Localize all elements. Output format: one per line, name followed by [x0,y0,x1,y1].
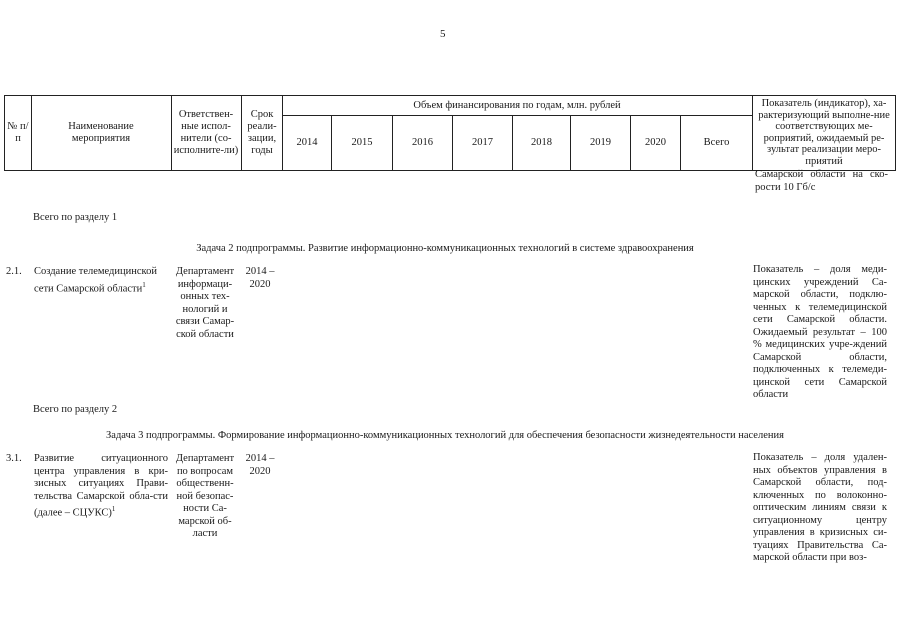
row21-indicator: Показатель – доля меди-цинских учреждений Са-марской области, подклю-ченных к телемедицинской сети Самарской области. Ожидаемый результат – 100 % медицинских учре-ждений Самарской области, подключенных к телемеди-цинской сети Самарской области [753,264,887,400]
row31-name: Развитие ситуационного центра управления в кри-зисных ситуациях Прави-тельства Самарской обла-сти (далее – СЦУКС)$^1$ [34,453,168,519]
header-funding: Объем финансирования по годам, млн. рублей [413,99,621,111]
section1-total: Всего по разделу 1 [33,212,118,223]
header-year-2015: 2015 [351,137,373,148]
task3-title: Задача 3 подпрограммы. Формирование информационно-коммуникационных технологий для обеспечения безопасности жизнедеятельности населения [106,430,784,441]
carryover-text: Самарской области на ско-рости 10 Гб/с [755,169,888,193]
header-total: Всего [703,137,730,148]
row21-executor: Департамент информаци-онных тех-нологий и связи Самар-ской области [175,266,235,340]
row31-indicator: Показатель – доля удален-ных объектов управления в Самарской области, под-ключенных по волоконно-оптическим линиям связи к ситуационному центру управления в кризисных си-туациях Правительства Са-марской области при воз- [753,452,887,563]
header-indicator: Показатель (индикатор), ха-рактеризующий выполне-ние соответствующих ме-роприятий, ожидаемый ре-зультат реализации меро-приятий [758,98,890,167]
row21-name: Создание телемедицинской сети Самарской области$^1$ [34,266,157,294]
page-number: 5 [440,28,446,40]
row31-term: 2014 – 2020 [245,453,275,477]
header-executors: Ответствен-ные испол-нители (со-исполните-ли) [173,109,239,156]
row21-num: 2.1. [6,266,22,277]
header-year-2017: 2017 [472,137,493,148]
row31-num: 3.1. [6,453,22,464]
header-num: № п/п [7,121,29,144]
header-year-2020: 2020 [645,137,666,148]
header-year-2019: 2019 [590,137,611,148]
header-term: Срок реали-зации, годы [247,109,277,156]
table-header [4,95,896,171]
row21-term: 2014 – 2020 [245,266,275,290]
section2-total: Всего по разделу 2 [33,404,118,415]
header-year-2016: 2016 [412,137,433,148]
row31-executor: Департамент по вопросам общественн-ной безопас-ности Са-марской об-ласти [175,453,235,539]
header-year-2014: 2014 [296,137,318,148]
header-name: Наименование мероприятия [68,121,134,144]
header-year-2018: 2018 [531,137,552,148]
task2-title: Задача 2 подпрограммы. Развитие информационно-коммуникационных технологий в системе здравоохранения [196,243,694,254]
